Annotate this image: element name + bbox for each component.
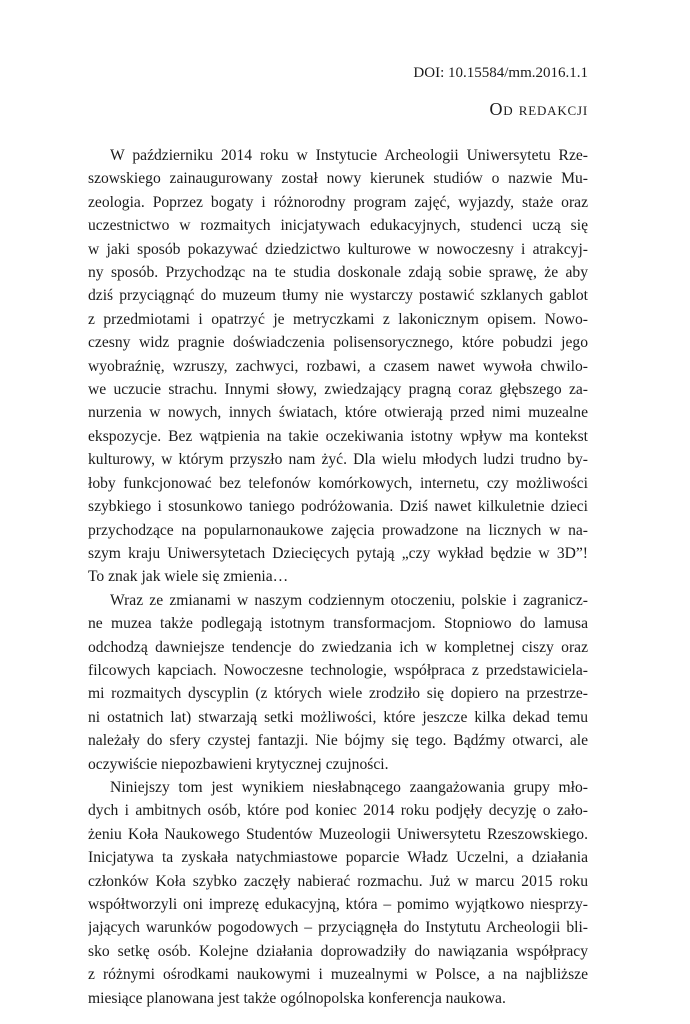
text-line: ni ostatnich lat) stwarzają setki możliwości, które jeszcze kilka dekad temu	[88, 708, 588, 726]
text-line: ne muzea także podlegają istotnym transformacjom. Stopniowo do lamusa	[88, 615, 588, 633]
paragraph	[88, 776, 588, 1010]
text-line: szowskiego zainaugurowany został nowy kierunek studiów o nazwie Mu-	[88, 170, 588, 188]
text-line: łoby funkcjonować bez telefonów komórkowych, internetu, czy możliwości	[88, 474, 588, 492]
paragraph	[88, 144, 588, 589]
text-line: ny sposób. Przychodząc na te studia doskonale zdają sobie sprawę, że aby	[88, 264, 588, 282]
text-line: filcowych kapciach. Nowoczesne technologie, współpraca z przedstawiciela-	[88, 661, 588, 679]
text-line: zeologia. Poprzez bogaty i różnorodny program zajęć, wyjazdy, staże oraz	[88, 193, 588, 211]
text-line: we uczucie strachu. Innymi słowy, zwiedzający pragną coraz głębszego za-	[88, 381, 588, 399]
text-line: dziś przyciągnąć do muzeum tłumy nie wystarczy postawić szklanych gablot	[88, 287, 588, 305]
text-line: jających warunków pogodowych – przyciągnęła do Instytutu Archeologii bli-	[88, 919, 588, 937]
text-line: szybkiego i stosunkowo taniego podróżowania. Dziś nawet kilkuletnie dzieci	[88, 498, 588, 516]
section-title: Od redakcji	[489, 99, 588, 119]
text-line: sko setkę osób. Kolejne działania doprowadziły do nawiązania współpracy	[88, 942, 588, 960]
doi-reference: DOI: 10.15584/mm.2016.1.1	[413, 65, 588, 81]
text-line: wyobraźnię, wzruszy, zachwyci, rozbawi, a czasem nawet wywoła chwilo-	[88, 357, 588, 375]
text-line: odchodzą dawniejsze tendencje do zwiedzania ich w kompletnej ciszy oraz	[88, 638, 588, 656]
text-line: miesiące planowana jest także ogólnopolska konferencja naukowa.	[88, 989, 506, 1007]
article-body	[88, 144, 588, 1010]
text-line: szym kraju Uniwersytetach Dziecięcych pytają „czy wykład będzie w 3D”!	[88, 544, 588, 562]
text-line: członków Koła szybko zaczęły nabierać rozmachu. Już w marcu 2015 roku	[88, 872, 588, 890]
text-line: Niniejszy tom jest wynikiem niesłabnącego zaangażowania grupy mło-	[110, 778, 588, 796]
text-line: kulturowy, w którym przyszło nam żyć. Dla wielu młodych ludzi trudno by-	[88, 451, 588, 469]
text-line: To znak jak wiele się zmienia…	[88, 568, 289, 586]
text-line: żeniu Koła Naukowego Studentów Muzeologii Uniwersytetu Rzeszowskiego.	[88, 825, 588, 843]
text-line: przychodzące na popularnonaukowe zajęcia prowadzone na licznych w na-	[88, 521, 588, 539]
text-line: W październiku 2014 roku w Instytucie Archeologii Uniwersytetu Rze-	[110, 147, 588, 164]
text-line: z przedmiotami i opatrzyć je metryczkami z lakonicznym opisem. Nowo-	[88, 310, 588, 328]
text-line: czesny widz pragnie doświadczenia polisensorycznego, które pobudzi jego	[88, 334, 588, 352]
text-line: współtworzyli oni imprezę edukacyjną, która – pomimo wyjątkowo niesprzy-	[88, 896, 588, 913]
text-line: uczestnictwo w rozmaitych inicjatywach edukacyjnych, studenci uczą się	[88, 217, 588, 235]
text-line: dych i ambitnych osób, które pod koniec 2014 roku podjęły decyzję o zało-	[88, 802, 588, 820]
paragraph	[88, 589, 588, 776]
text-line: w jaki sposób pokazywać dziedzictwo kulturowe w nowoczesny i atrakcyj-	[88, 240, 588, 258]
text-line: ekspozycje. Bez wątpienia na takie oczekiwania istotny wpływ ma kontekst	[88, 427, 588, 445]
text-line: z różnymi ośrodkami naukowymi i muzealnymi w Polsce, a na najbliższe	[88, 966, 588, 984]
text-line: oczywiście niepozbawieni krytycznej czujności.	[88, 755, 389, 773]
text-line: należały do sfery czystej fantazji. Nie bójmy się tego. Bądźmy otwarci, ale	[88, 732, 588, 750]
text-line: mi rozmaitych dyscyplin (z których wiele zrodziło się dopiero na przestrze-	[88, 685, 588, 703]
text-line: Inicjatywa ta zyskała natychmiastowe poparcie Władz Uczelni, a działania	[88, 849, 588, 867]
text-line: nurzenia w nowych, innych światach, które otwierają przed nimi muzealne	[88, 404, 588, 422]
text-line: Wraz ze zmianami w naszym codziennym otoczeniu, polskie i zagranicz-	[110, 591, 588, 609]
